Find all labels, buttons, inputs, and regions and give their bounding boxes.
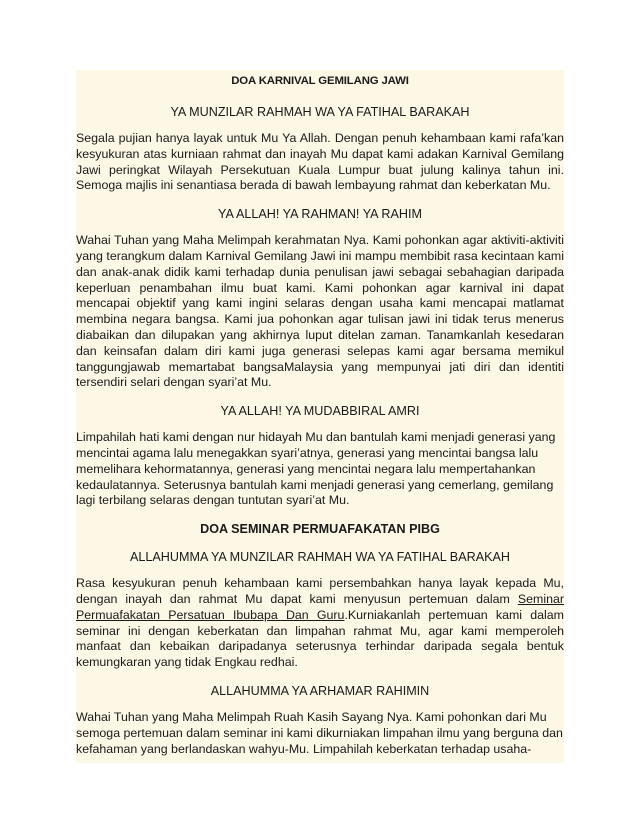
seminar-paragraph-1-end: .Kurniakanlah pertemuan kami dalam seminar ini dengan keberkatan dan limpahan rahmat Mu, agar kami memperoleh manfaat dan kebaikan daripadanya seterusnya terhindar daripada segala bentuk kemungkaran yang tidak Engkau redhai.	[76, 607, 564, 670]
document-body	[76, 70, 564, 763]
seminar-heading-1: ALLAHUMMA YA MUNZILAR RAHMAH WA YA FATIHAL BARAKAH	[129, 550, 510, 565]
section-heading-2: YA ALLAH! YA RAHMAN! YA RAHIM	[218, 207, 422, 222]
seminar-link[interactable]: Seminar Permuafakatan Persatuan Ibubapa Dan Guru	[76, 591, 564, 622]
section-heading-1: YA MUNZILAR RAHMAH WA YA FATIHAL BARAKAH	[170, 105, 470, 119]
section-paragraph-2: Wahai Tuhan yang Maha Melimpah kerahmatan Nya. Kami pohonkan agar aktiviti-aktiviti yang terangkum dalam Karnival Gemilang Jawi ini mampu membibit rasa kecintaan kami dan anak-anak didik kami terhadap dunia penulisan jawi sebagai sebahagian daripada keperluan penambahan ilmu buat kami. Kami pohonkan agar karnival ini dapat mencapai objektif yang kami ingini selaras dengan usaha kami mencapai matlamat membina negara bangsa. Kami jua pohonkan agar tulisan jawi ini tidak terus menerus diabaikan dan dilupakan yang akhirnya luput ditelan zaman. Tanamkanlah kesedaran dan keinsafan dalam diri kami juga generasi selepas kami agar bersama memikul tanggungjawab memartabat bangsaMalaysia yang mempunyai jati diri dan identiti tersendiri selari dengan syari’at Mu.	[76, 233, 564, 390]
section-paragraph-3: Limpahilah hati kami dengan nur hidayah Mu dan bantulah kami menjadi generasi yang mencintai agama lalu menegakkan syari’atnya, generasi yang mencintai bangsa lalu memelihara kehormatannya, generasi yang mencintai negara lalu mempertahankan kedaulatannya. Seterusnya bantulah kami menjadi generasi yang cemerlang, gemilang lagi terbilang selaras dengan tuntutan syari’at Mu.	[76, 430, 556, 508]
seminar-heading-2: ALLAHUMMA YA ARHAMAR RAHIMIN	[210, 683, 430, 698]
section-heading-3: YA ALLAH! YA MUDABBIRAL AMRI	[220, 404, 420, 419]
seminar-paragraph-2: Wahai Tuhan yang Maha Melimpah Ruah Kasih Sayang Nya. Kami pohonkan dari Mu semoga pertemuan dalam seminar ini kami dikurniakan limpahan ilmu yang berguna dan kefahaman yang berlandaskan wahyu-Mu. Limpahilah keberkatan terhadap usaha-	[76, 709, 563, 756]
document-title: DOA KARNIVAL GEMILANG JAWI	[231, 75, 409, 87]
section-paragraph-1: Segala pujian hanya layak untuk Mu Ya Allah. Dengan penuh kehambaan kami rafa’kan kesyukuran atas kurniaan rahmat dan inayah Mu dapat kami adakan Karnival Gemilang Jawi peringkat Wilayah Persekutuan Kuala Lumpur buat julung kalinya tahun ini. Semoga majlis ini senantiasa berada di bawah lembayung rahmat dan keberkatan Mu.	[76, 131, 564, 193]
seminar-title: DOA SEMINAR PERMUAFAKATAN PIBG	[200, 522, 440, 537]
seminar-paragraph-1-start: Rasa kesyukuran penuh kehambaan kami persembahkan hanya layak kepada Mu, dengan inayah dan rahmat Mu dapat kami menyusun pertemuan dalam	[76, 576, 564, 606]
seminar-paragraph-1	[76, 576, 564, 671]
